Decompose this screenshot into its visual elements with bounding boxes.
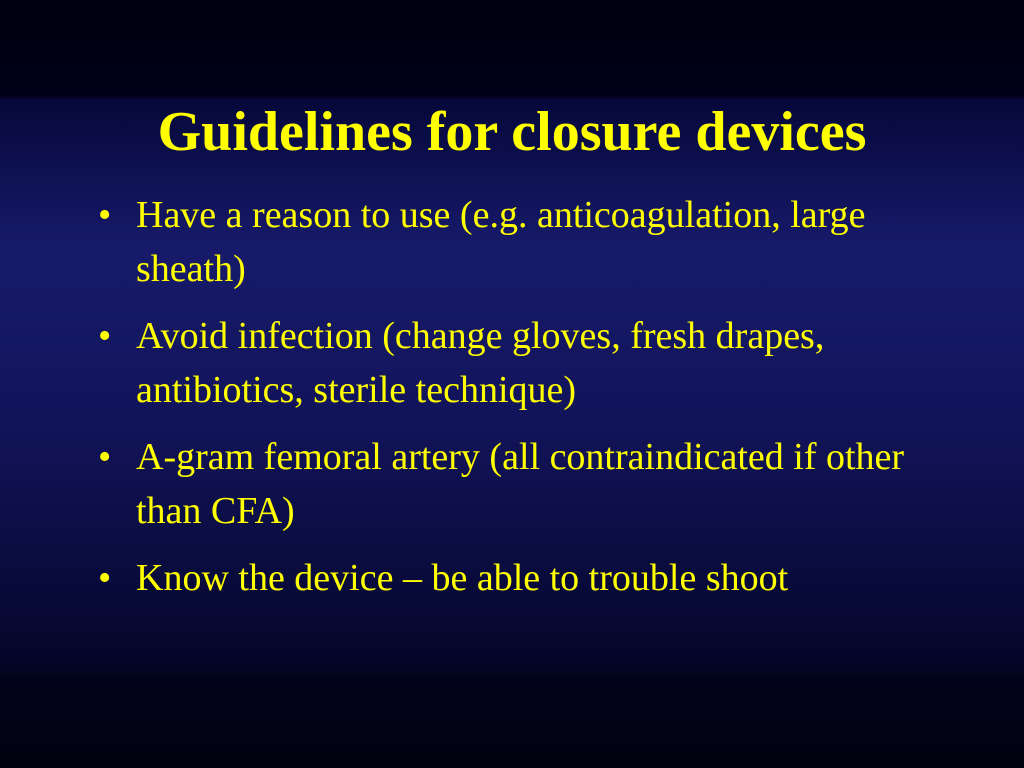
bullet-dot-icon: •: [98, 194, 112, 236]
bullet-text: Know the device – be able to trouble shoot: [136, 557, 789, 599]
bullet-item: [98, 188, 958, 296]
bullet-text: Have a reason to use (e.g. anticoagulation, large sheath): [136, 194, 866, 290]
bullet-item: [98, 430, 958, 538]
bullet-dot-icon: •: [98, 557, 112, 599]
bullet-text: A-gram femoral artery (all contraindicated if other than CFA): [136, 436, 905, 532]
slide-title: Guidelines for closure devices: [157, 100, 867, 163]
bullet-item: [98, 309, 958, 417]
bullet-text: Avoid infection (change gloves, fresh drapes, antibiotics, sterile technique): [136, 315, 825, 411]
bullet-item: [98, 551, 958, 605]
bullet-list: [98, 188, 958, 618]
bullet-dot-icon: •: [98, 436, 112, 478]
bullet-dot-icon: •: [98, 315, 112, 357]
